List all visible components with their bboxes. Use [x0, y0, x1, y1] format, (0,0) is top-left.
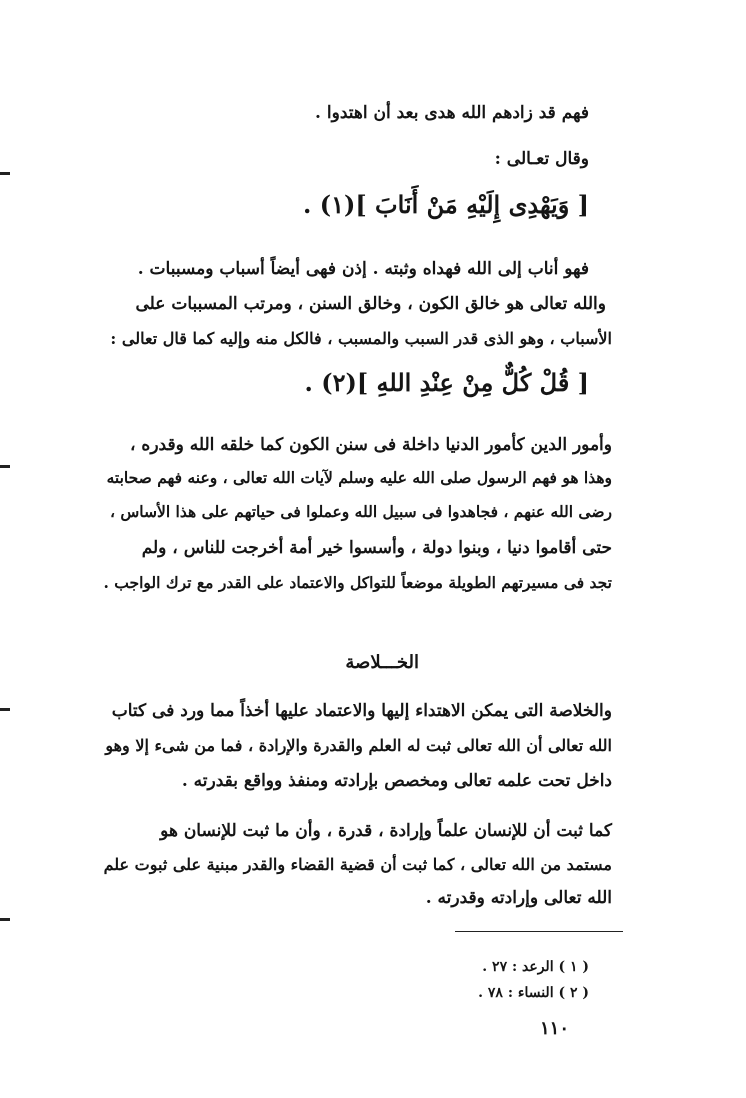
paragraph-line: حتى أقاموا دنيا ، وبنوا دولة ، وأسسوا خير أمة أخرجت للناس ، ولم — [141, 538, 612, 558]
page-number: ١١٠ — [540, 1018, 570, 1039]
paragraph-line: وهذا هو فهم الرسول صلى الله عليه وسلم لآيات الله تعالى ، وعنه فهم صحابته — [106, 468, 612, 487]
quran-verse: [ وَيَهْدِى إِلَيْهِ مَنْ أَنَابَ ](١) . — [303, 190, 589, 219]
footnote: ( ١ ) الرعد : ٢٧ . — [482, 959, 589, 975]
footnote-separator — [455, 931, 623, 932]
paragraph-line: وأمور الدين كأمور الدنيا داخلة فى سنن الكون كما خلقه الله وقدره ، — [130, 435, 612, 455]
paragraph-line: فهم قد زادهم الله هدى بعد أن اهتدوا . — [315, 103, 589, 123]
paragraph-line: فهو أناب إلى الله فهداه وثبته . إذن فهى أيضاً أسباب ومسببات . — [137, 259, 589, 279]
paragraph-line: كما ثبت أن للإنسان علماً وإرادة ، قدرة ، وأن ما ثبت للإنسان هو — [160, 821, 612, 841]
binding-mark — [0, 465, 10, 468]
paragraph-line: الله تعالى وإرادته وقدرته . — [425, 888, 612, 908]
binding-mark — [0, 172, 10, 175]
paragraph-line: والخلاصة التى يمكن الاهتداء إليها والاعتماد عليها أخذاً مما ورد فى كتاب — [111, 701, 612, 721]
paragraph-line: والله تعالى هو خالق الكون ، وخالق السنن ، ومرتب المسببات على — [135, 294, 606, 314]
paragraph-line: الله تعالى أن الله تعالى ثبت له العلم والقدرة والإرادة ، فما من شىء إلا وهو — [105, 736, 612, 755]
paragraph-line: رضى الله عنهم ، فجاهدوا فى سبيل الله وعملوا فى حياتهم على هذا الأساس ، — [109, 502, 612, 521]
paragraph-line: مستمد من الله تعالى ، كما ثبت أن قضية القضاء والقدر مبنية على ثبوت علم — [103, 855, 612, 874]
paragraph-line: داخل تحت علمه تعالى ومخصص بإرادته ومنفذ وواقع بقدرته . — [181, 771, 612, 791]
quran-verse: [ قُلْ كُلٌّ مِنْ عِنْدِ اللهِ ](٢) . — [304, 368, 589, 397]
binding-mark — [0, 918, 10, 921]
paragraph-line: الأسباب ، وهو الذى قدر السبب والمسبب ، فالكل منه وإليه كما قال تعالى : — [110, 329, 612, 348]
paragraph-line: تجد فى مسيرتهم الطويلة موضعاً للتواكل والاعتماد على القدر مع ترك الواجب . — [103, 573, 612, 592]
section-heading: الخـــلاصة — [345, 652, 419, 673]
footnote: ( ٢ ) النساء : ٧٨ . — [478, 985, 589, 1001]
binding-mark — [0, 708, 10, 711]
paragraph-line: وقال تعـالى : — [494, 149, 589, 169]
